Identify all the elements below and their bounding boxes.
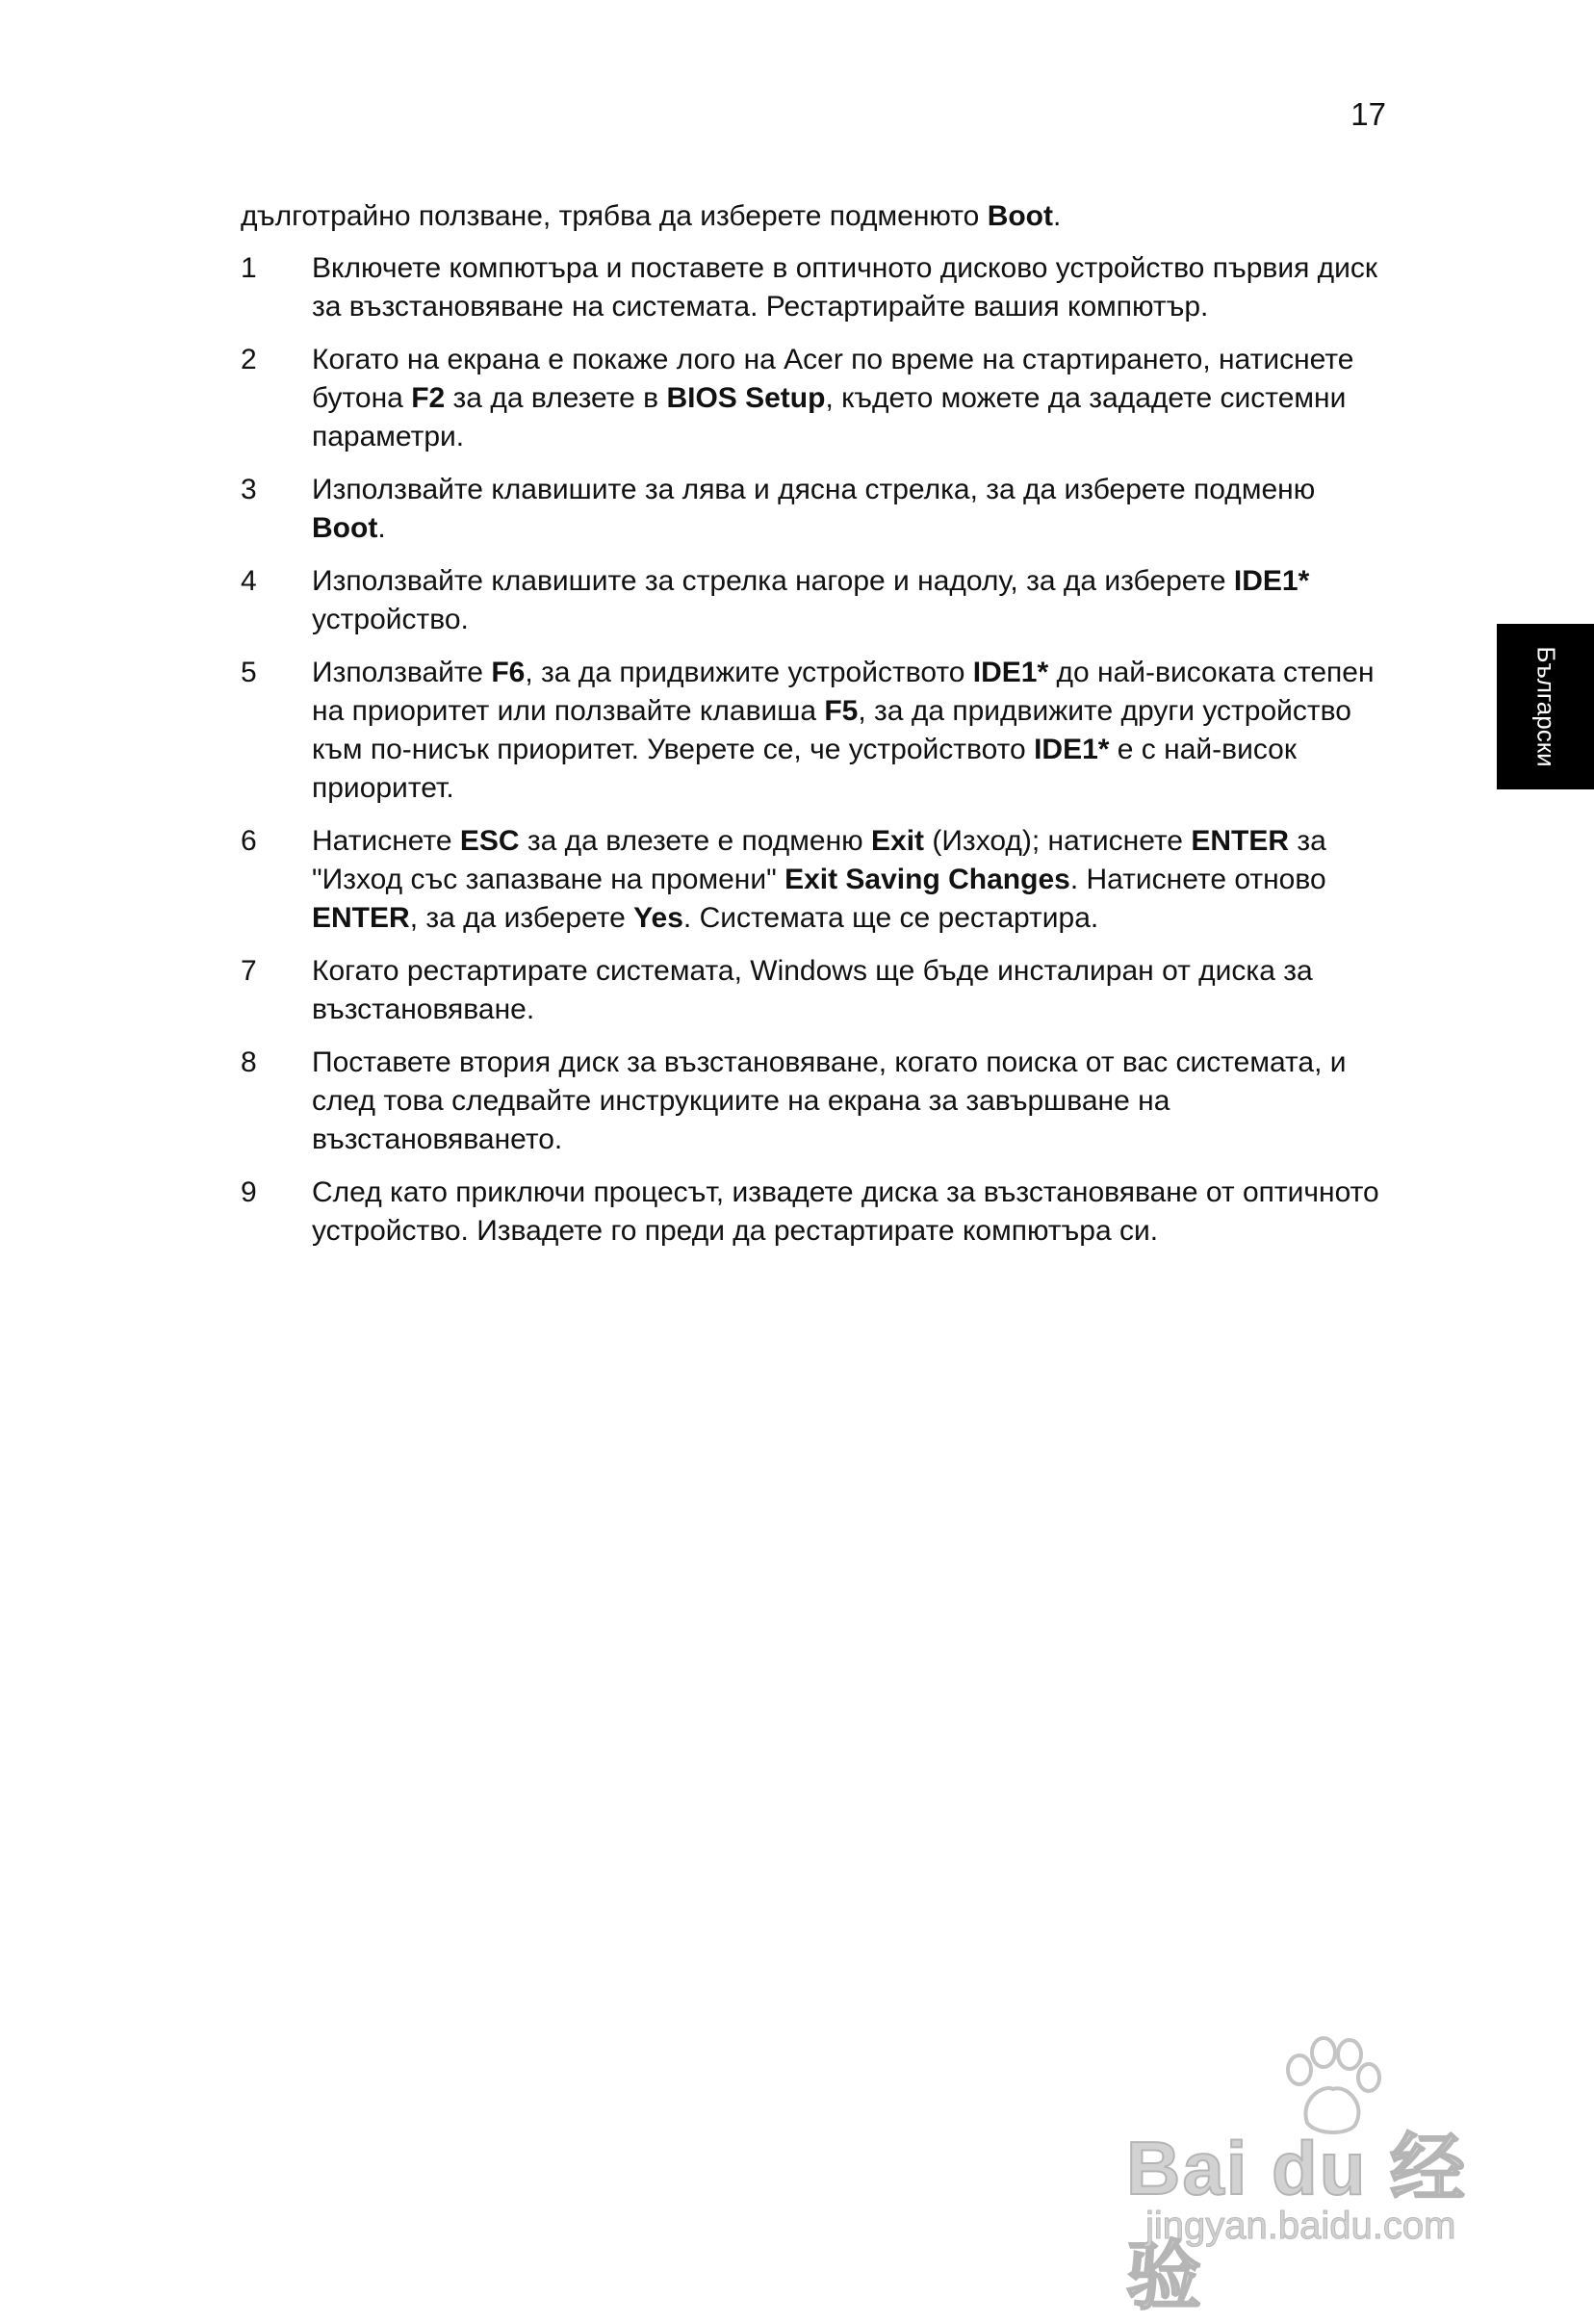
step-text — [312, 562, 1386, 639]
step-text — [312, 471, 1386, 548]
text-segment: Натиснете — [312, 825, 460, 857]
bold-term: Exit Saving Changes — [784, 864, 1070, 895]
main-content — [241, 197, 1386, 1265]
bold-term: Exit — [871, 825, 925, 857]
text-segment: . Натиснете отново — [1069, 864, 1326, 895]
text-segment: , за да придвижите други устройство към по-нисък приоритет. Уверете се, че устройството — [312, 695, 1351, 765]
bold-term: IDE1* — [972, 657, 1049, 688]
step-text — [312, 1044, 1386, 1159]
step-item — [241, 1044, 1386, 1159]
text-segment: След като приключи процесът, извадете диска за възстановяване от оптичното устройство. Извадете го преди да рестартирате компютъра си. — [312, 1176, 1379, 1247]
text-segment: за да влезете е подменю — [519, 825, 872, 857]
bold-term: IDE1* — [1034, 734, 1110, 765]
step-item — [241, 562, 1386, 639]
step-text — [312, 654, 1386, 808]
bold-term: F2 — [411, 382, 446, 414]
watermark-url: jingyan.baidu.com — [1145, 2205, 1456, 2247]
step-item — [241, 822, 1386, 938]
text-segment: . Системата ще се рестартира. — [682, 902, 1099, 934]
text-segment: за да влезете в — [445, 382, 667, 414]
text-segment: , за да изберете — [409, 902, 634, 934]
watermark-logo: Bai du 经验 — [1126, 2126, 1468, 2318]
step-number: 1 — [241, 252, 257, 284]
bold-term: F6 — [491, 657, 526, 688]
step-number: 7 — [241, 955, 257, 987]
bold-term: ESC — [459, 825, 520, 857]
step-text — [312, 1174, 1386, 1251]
step-text — [312, 341, 1386, 456]
language-tab — [1497, 624, 1594, 789]
step-text — [312, 822, 1386, 938]
text-segment: Когато на екрана е покаже лого на Acer по време на стартирането, натиснете бутона — [312, 344, 1354, 414]
step-text — [312, 952, 1386, 1029]
step-item — [241, 249, 1386, 326]
text-segment: . — [377, 512, 386, 544]
text-segment: (Изход); натиснете — [924, 825, 1192, 857]
text-segment: , за да придвижите устройството — [525, 657, 973, 688]
text-segment: до най-високата степен на приоритет или ползвайте клавиша — [312, 657, 1375, 727]
steps-list — [241, 249, 1386, 1251]
step-number: 4 — [241, 565, 257, 597]
text-segment: за "Изход със запазване на промени" — [312, 825, 1326, 895]
step-item — [241, 341, 1386, 456]
bold-term: Boot — [987, 200, 1053, 232]
step-item — [241, 471, 1386, 548]
text-segment: Когато рестартирате системата, Windows ще бъде инсталиран от диска за възстановяване. — [312, 955, 1313, 1025]
text-segment: устройство. — [312, 604, 469, 635]
text-segment: Поставете втория диск за възстановяване, когато поиска от вас системата, и след това следвайте инструкциите на екрана за завършване на възстановяването. — [312, 1046, 1347, 1155]
page-number: 17 — [1350, 96, 1386, 132]
text-segment: дълготрайно ползване, трябва да изберете подменюто — [241, 200, 988, 232]
step-number: 2 — [241, 344, 257, 375]
text-segment: е с най-висок приоритет. — [312, 734, 1297, 804]
bold-term: Yes — [633, 902, 683, 934]
step-number: 6 — [241, 825, 257, 857]
step-number: 8 — [241, 1046, 257, 1078]
baidu-watermark — [1126, 2031, 1511, 2318]
step-number: 3 — [241, 474, 257, 505]
bold-term: BIOS Setup — [666, 382, 826, 414]
intro-paragraph — [241, 197, 1386, 236]
step-item — [241, 1174, 1386, 1251]
bold-term: Boot — [312, 512, 378, 544]
bold-term: ENTER — [1191, 825, 1289, 857]
bold-term: ENTER — [312, 902, 410, 934]
step-number: 9 — [241, 1176, 257, 1208]
step-number: 5 — [241, 657, 257, 688]
text-segment: Използвайте клавишите за лява и дясна стрелка, за да изберете подменю — [312, 474, 1316, 505]
text-segment: . — [1053, 200, 1062, 232]
text-segment: Използвайте — [312, 657, 492, 688]
bold-term: IDE1* — [1233, 565, 1310, 597]
text-segment: Използвайте клавишите за стрелка нагоре и надолу, за да изберете — [312, 565, 1234, 597]
step-item — [241, 952, 1386, 1029]
text-segment: , където можете да зададете системни параметри. — [312, 382, 1347, 452]
language-tab-label: Български — [1531, 646, 1560, 767]
step-text — [312, 249, 1386, 326]
text-segment: Включете компютъра и поставете в оптичното дисково устройство първия диск за възстановяване на системата. Рестартирайте вашия компютър. — [312, 252, 1378, 323]
step-item — [241, 654, 1386, 808]
bold-term: F5 — [824, 695, 859, 727]
